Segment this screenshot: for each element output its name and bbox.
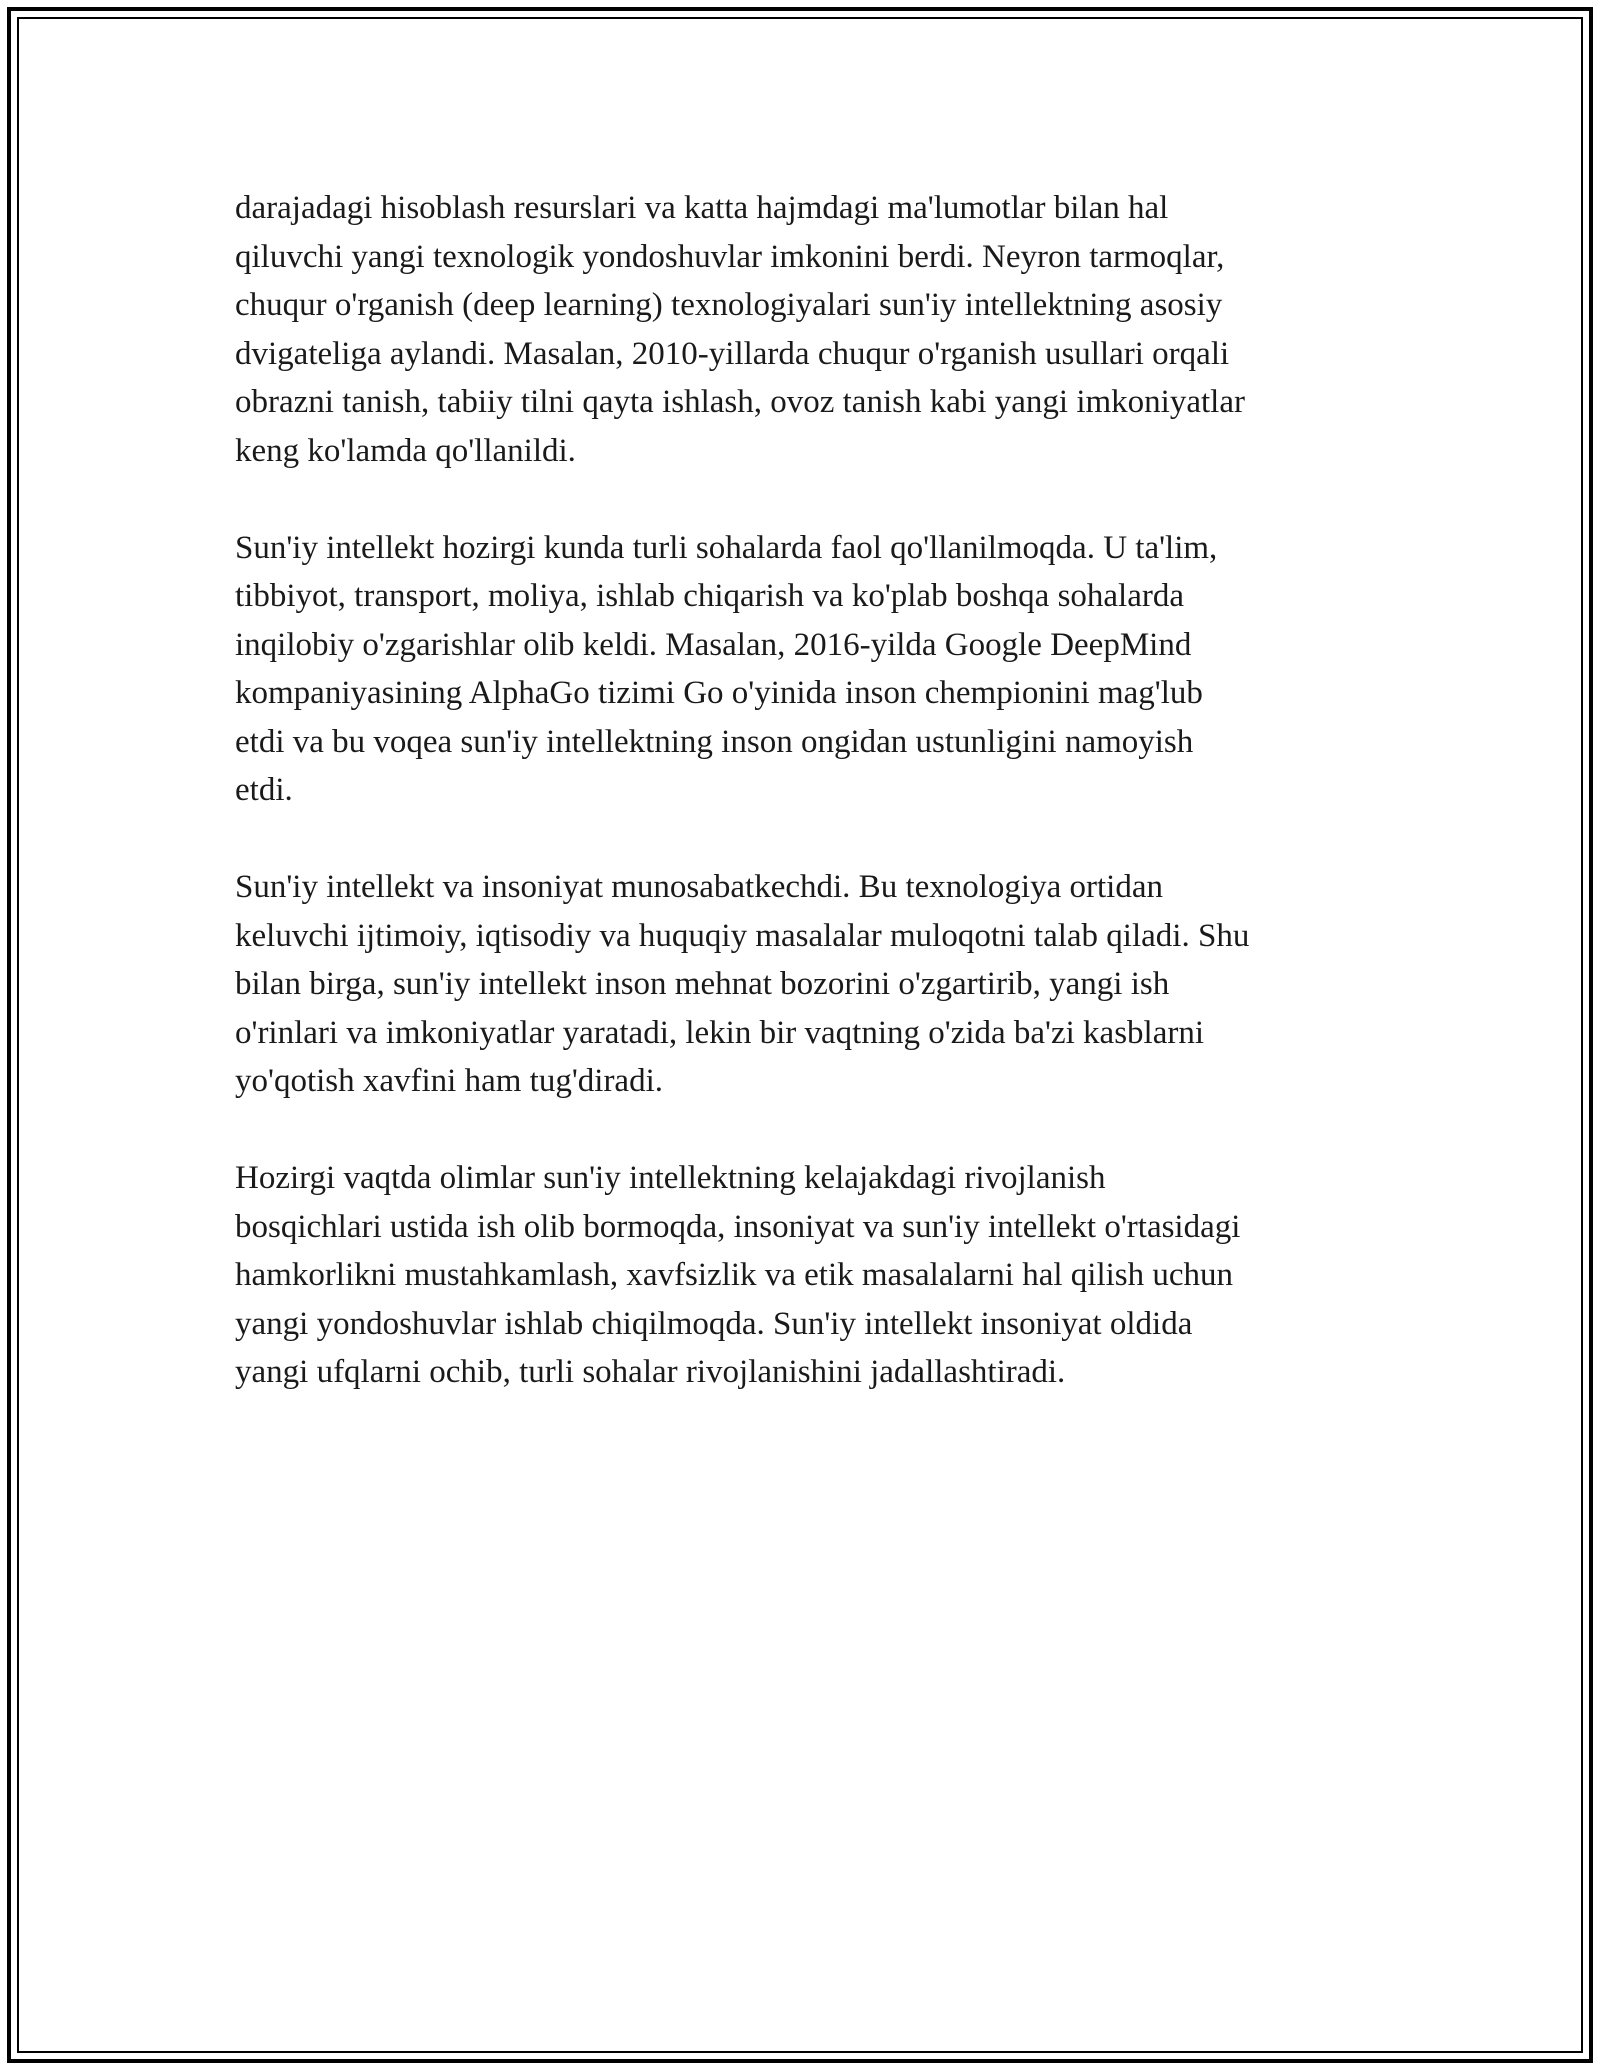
paragraph-3: Sun'iy intellekt va insoniyat munosabatkechdi. Bu texnologiya ortidan keluvchi ijtimoiy, iqtisodiy va huquqiy masalalar muloqotni talab qiladi. Shu bilan birga, sun'iy intellekt inson mehnat bozorini o'zgartirib, yangi ish o'rinlari va imkoniyatlar yaratadi, lekin bir vaqtning o'zida ba'zi kasblarni yo'qotish xavfini ham tug'diradi. <box>235 869 1250 1099</box>
document-body <box>235 184 1385 1445</box>
paragraph-2: Sun'iy intellekt hozirgi kunda turli sohalarda faol qo'llanilmoqda. U ta'lim, tibbiyot, transport, moliya, ishlab chiqarish va ko'plab boshqa sohalarda inqilobiy o'zgarishlar olib keldi. Masalan, 2016-yilda Google DeepMind kompaniyasining AlphaGo tizimi Go o'yinida inson chempionini mag'lub etdi va bu voqea sun'iy intellektning inson ongidan ustunligini namoyish etdi. <box>235 529 1218 808</box>
paragraph-1: darajadagi hisoblash resurslari va katta hajmdagi ma'lumotlar bilan hal qiluvchi yangi texnologik yondoshuvlar imkonini berdi. Neyron tarmoqlar, chuqur o'rganish (deep learning) texnologiyalari sun'iy intellektning asosiy dvigateliga aylandi. Masalan, 2010-yillarda chuqur o'rganish usullari orqali obrazni tanish, tabiiy tilni qayta ishlash, ovoz tanish kabi yangi imkoniyatlar keng ko'lamda qo'llanildi. <box>235 190 1245 469</box>
paragraph-4: Hozirgi vaqtda olimlar sun'iy intellektning kelajakdagi rivojlanish bosqichlari ustida ish olib bormoqda, insoniyat va sun'iy intellekt o'rtasidagi hamkorlikni mustahkamlash, xavfsizlik va etik masalalarni hal qilish uchun yangi yondoshuvlar ishlab chiqilmoqda. Sun'iy intellekt insoniyat oldida yangi ufqlarni ochib, turli sohalar rivojlanishini jadallashtiradi. <box>235 1160 1241 1390</box>
